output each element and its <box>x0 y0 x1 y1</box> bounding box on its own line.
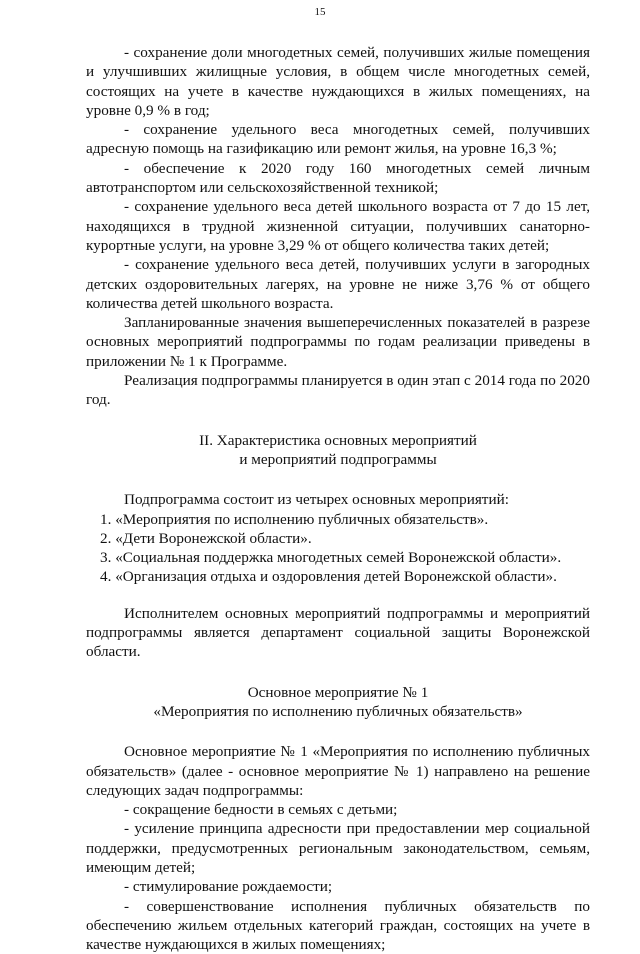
document-body <box>86 43 590 954</box>
intro-item: - сохранение удельного веса детей, получивших услуги в загородных детских оздоровительных лагерях, на уровне не ниже 3,76 % от общего количества детей школьного возраста. <box>86 256 590 312</box>
subprogram-intro: Подпрограмма состоит из четырех основных мероприятий: <box>124 491 509 509</box>
intro-item: - сохранение удельного веса многодетных семей, получивших адресную помощь на газификацию или ремонт жилья, на уровне 16,3 %; <box>86 121 590 158</box>
task-item: - стимулирование рождаемости; <box>124 878 333 896</box>
subprogram-list-item: 1. «Мероприятия по исполнению публичных обязательств». <box>100 510 489 528</box>
main-measure-heading-line2: «Мероприятия по исполнению публичных обязательств» <box>153 702 523 720</box>
executor-paragraph: Исполнителем основных мероприятий подпрограммы и мероприятий подпрограммы является департамент социальной защиты Воронежской области. <box>86 604 590 661</box>
section-heading-line2: и мероприятий подпрограммы <box>239 450 437 468</box>
subprogram-list-item: 4. «Организация отдыха и оздоровления детей Воронежской области». <box>100 568 557 586</box>
main-measure-paragraph: Основное мероприятие № 1 «Мероприятия по исполнению публичных обязательств» (далее - основное мероприятие № 1) направлено на решение следующих задач подпрограммы: <box>86 743 590 799</box>
subprogram-list-item: 2. «Дети Воронежской области». <box>100 529 312 547</box>
page-number: 15 <box>314 6 326 18</box>
task-item: - совершенствование исполнения публичных обязательств по обеспечению жильем отдельных категорий граждан, состоящих на учете в качестве нуждающихся в жилых помещениях; <box>86 897 590 954</box>
task-item: - сокращение бедности в семьях с детьми; <box>124 801 398 819</box>
intro-item: - обеспечение к 2020 году 160 многодетных семей личным автотранспортом или сельскохозяйственной техникой; <box>86 159 590 197</box>
intro-item: - сохранение удельного веса детей школьного возраста от 7 до 15 лет, находящихся в трудной жизненной ситуации, получивших санаторно-курортные услуги, на уровне 3,29 % от общего количества таких детей; <box>86 198 590 254</box>
subprogram-list-item: 3. «Социальная поддержка многодетных семей Воронежской области». <box>100 549 562 567</box>
implementation-paragraph: Реализация подпрограммы планируется в один этап с 2014 года по 2020 год. <box>86 372 590 409</box>
intro-item: - сохранение доли многодетных семей, получивших жилые помещения и улучшивших жилищные условия, в общем числе многодетных семей, состоящих на учете в качестве нуждающихся в жилых помещениях, на уровне 0,9 % в год; <box>86 44 590 119</box>
main-measure-heading-line1: Основное мероприятие № 1 <box>247 683 429 701</box>
section-heading-line1: II. Характеристика основных мероприятий <box>199 431 477 449</box>
task-item: - усиление принципа адресности при предоставлении мер социальной поддержки, предусмотренных региональным законодательством, семьям, имеющим детей; <box>86 820 590 876</box>
planned-values-paragraph: Запланированные значения вышеперечисленных показателей в разрезе основных мероприятий подпрограммы по годам реализации приведены в приложении № 1 к Программе. <box>86 314 590 370</box>
